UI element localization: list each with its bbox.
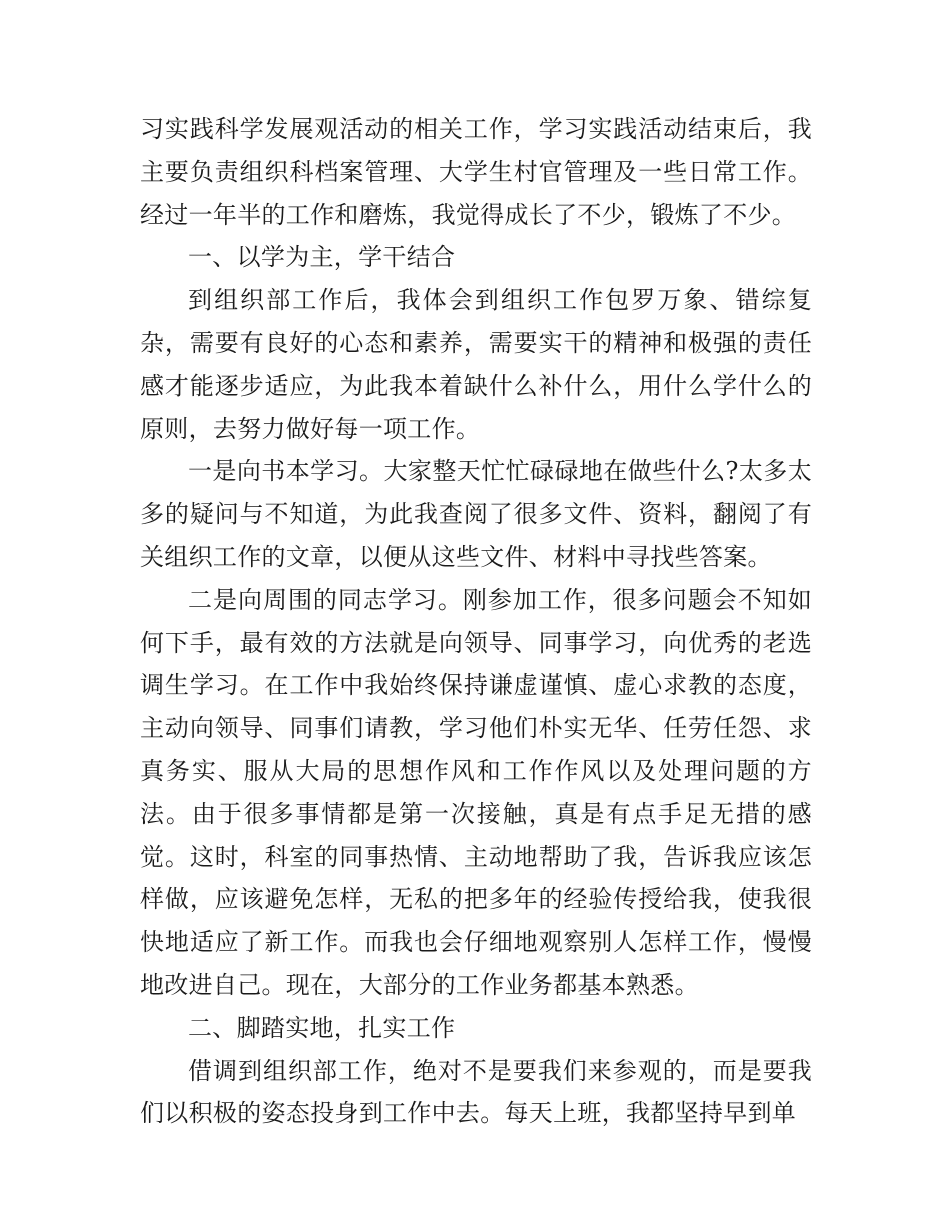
document-body (140, 108, 812, 1135)
paragraph: 一是向书本学习。大家整天忙忙碌碌地在做些什么?太多太多的疑问与不知道，为此我查阅了很多文件、资料，翻阅了有关组织工作的文章，以便从这些文件、材料中寻找些答案。 (140, 457, 812, 571)
section-heading-1: 一、以学为主，学干结合 (188, 243, 456, 272)
paragraph: 到组织部工作后，我体会到组织工作包罗万象、错综复杂，需要有良好的心态和素养，需要实干的精神和极强的责任感才能逐步适应，为此我本着缺什么补什么，用什么学什么的原则，去努力做好每一项工作。 (140, 286, 812, 443)
paragraph: 二是向周围的同志学习。刚参加工作，很多问题会不知如何下手，最有效的方法就是向领导、同事学习，向优秀的老选调生学习。在工作中我始终保持谦虚谨慎、虚心求教的态度，主动向领导、同事们请教，学习他们朴实无华、任劳任怨、求真务实、服从大局的思想作风和工作作风以及处理问题的方法。由于很多事情都是第一次接触，真是有点手足无措的感觉。这时，科室的同事热情、主动地帮助了我，告诉我应该怎样做，应该避免怎样，无私的把多年的经验传授给我，使我很快地适应了新工作。而我也会仔细地观察别人怎样工作，慢慢地改进自己。现在，大部分的工作业务都基本熟悉。 (140, 585, 812, 999)
paragraph-continuation: 习实践科学发展观活动的相关工作，学习实践活动结束后，我主要负责组织科档案管理、大学生村官管理及一些日常工作。经过一年半的工作和磨炼，我觉得成长了不少，锻炼了不少。 (140, 115, 812, 229)
section-heading-2: 二、脚踏实地，扎实工作 (188, 1013, 456, 1042)
paragraph: 借调到组织部工作，绝对不是要我们来参观的，而是要我们以积极的姿态投身到工作中去。每天上班，我都坚持早到单 (140, 1056, 812, 1128)
